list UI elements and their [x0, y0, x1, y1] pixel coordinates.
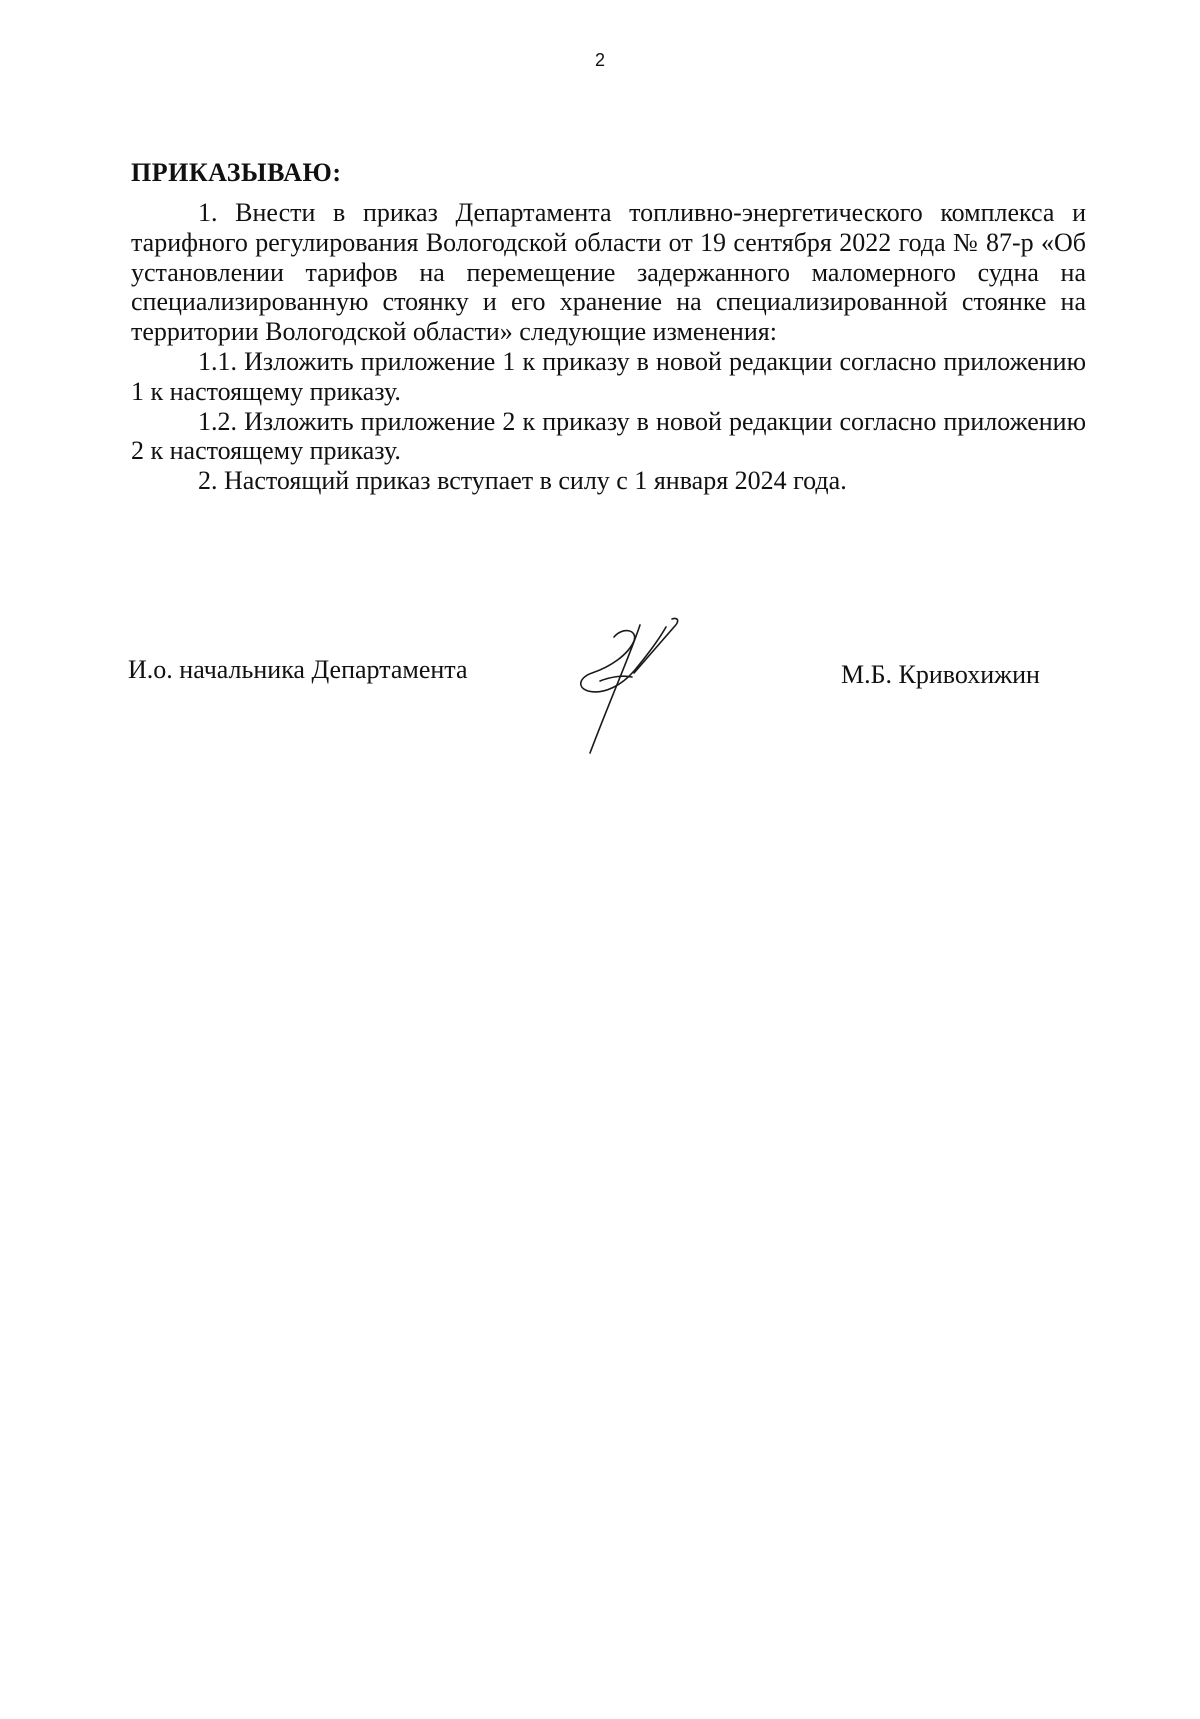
paragraph-point-1: 1. Внести в приказ Департамента топливно-энергетического комплекса и тарифного регулирования Вологодской области от 19 сентября 2022 года № 87-р «Об установлении тарифов на перемещение задержанного маломерного судна на специализированную стоянку и его хранение на специализированной стоянке на территории Вологодской области» следующие изменения: [131, 198, 1086, 347]
paragraph-point-1-2: 1.2. Изложить приложение 2 к приказу в новой редакции согласно приложению 2 к настоящему приказу. [131, 406, 1086, 466]
signatory-position: И.о. начальника Департамента [128, 655, 468, 684]
handwritten-signature [570, 615, 720, 765]
page-number: 2 [594, 50, 605, 70]
order-heading: ПРИКАЗЫВАЮ: [131, 158, 342, 187]
paragraph-point-2: 2. Настоящий приказ вступает в силу с 1 января 2024 года. [198, 466, 847, 496]
signatory-name: М.Б. Кривохижин [841, 660, 1040, 689]
paragraph-point-1-1: 1.1. Изложить приложение 1 к приказу в новой редакции согласно приложению 1 к настоящему приказу. [131, 346, 1086, 406]
order-body [131, 198, 1086, 496]
